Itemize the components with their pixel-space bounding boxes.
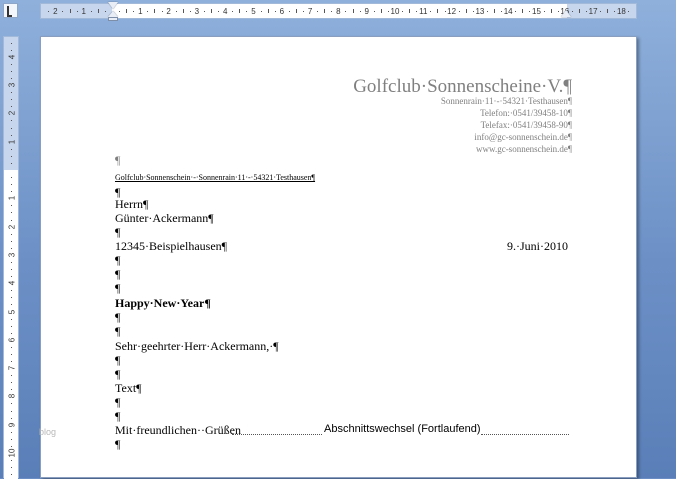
- empty-paragraph: ¶: [115, 225, 121, 239]
- ruler-dot: [11, 120, 12, 121]
- ruler-dot: [600, 11, 601, 12]
- ruler-dot: [11, 297, 12, 298]
- ruler-half-tick: [324, 9, 325, 13]
- ruler-dot: [303, 11, 304, 12]
- ruler-half-tick: [268, 9, 269, 13]
- ruler-dot: [11, 269, 12, 270]
- ruler-dot: [388, 11, 389, 12]
- ruler-label: 6: [279, 7, 285, 16]
- horizontal-ruler[interactable]: [40, 3, 637, 19]
- ruler-dot: [614, 11, 615, 12]
- ruler-dot: [218, 11, 219, 12]
- ruler-dot: [317, 11, 318, 12]
- ruler-dot: [91, 11, 92, 12]
- ruler-dot: [11, 326, 12, 327]
- ruler-dot: [11, 304, 12, 305]
- ruler-dot: [11, 354, 12, 355]
- ruler-dot: [11, 432, 12, 433]
- ruler-half-tick: [551, 9, 552, 13]
- ruler-dot: [445, 11, 446, 12]
- ruler-dot: [11, 99, 12, 100]
- ruler-half-tick: [607, 9, 608, 13]
- ruler-label: 1: [7, 196, 17, 201]
- ruler-dot: [11, 234, 12, 235]
- ruler-half-tick: [98, 9, 99, 13]
- ruler-label: 14: [503, 7, 513, 16]
- ruler-dot: [11, 262, 12, 263]
- ruler-half-tick: [154, 9, 155, 13]
- empty-paragraph: ¶: [115, 310, 121, 324]
- section-break-dotted-line: [481, 434, 569, 435]
- empty-paragraph: ¶: [115, 353, 121, 367]
- ruler-label: 1: [138, 7, 143, 16]
- ruler-dot: [515, 11, 516, 12]
- empty-paragraph: ¶: [115, 267, 121, 281]
- ruler-label: 13: [475, 7, 485, 16]
- ruler-label: 3: [7, 82, 17, 88]
- ruler-half-tick: [296, 9, 297, 13]
- ruler-dot: [11, 403, 12, 404]
- ruler-dot: [162, 11, 163, 12]
- ruler-dot: [11, 191, 12, 192]
- ruler-dot: [11, 177, 12, 178]
- letterhead-email: info@gc-sonnenschein.de¶: [474, 132, 572, 142]
- letterhead-title: Golfclub·Sonnenscheine·V.¶: [353, 76, 572, 97]
- ruler-dot: [11, 290, 12, 291]
- watermark: blog: [39, 427, 57, 437]
- ruler-dot: [275, 11, 276, 12]
- ruler-label: 2: [7, 224, 17, 229]
- ruler-dot: [430, 11, 431, 12]
- ruler-label: 10: [7, 448, 17, 458]
- ruler-dot: [11, 135, 12, 136]
- ruler-dot: [487, 11, 488, 12]
- ruler-dot: [11, 248, 12, 249]
- ruler-dot: [11, 411, 12, 412]
- ruler-dot: [11, 78, 12, 79]
- recipient-city: 12345·Beispielhausen¶: [115, 239, 228, 253]
- ruler-dot: [11, 439, 12, 440]
- ruler-dot: [62, 11, 63, 12]
- ruler-half-tick: [466, 9, 467, 13]
- ruler-label: 12: [447, 7, 457, 16]
- ruler-dot: [11, 389, 12, 390]
- empty-paragraph: ¶: [115, 153, 121, 167]
- ruler-label: 2: [53, 7, 58, 16]
- ruler-dot: [11, 106, 12, 107]
- ruler-half-tick: [126, 9, 127, 13]
- ruler-half-tick: [579, 9, 580, 13]
- empty-paragraph: ¶: [115, 281, 121, 295]
- ruler-label: 8: [7, 394, 17, 399]
- ruler-label: 3: [7, 252, 17, 258]
- ruler-dot: [147, 11, 148, 12]
- ruler-dot: [501, 11, 502, 12]
- ruler-label: 16: [560, 7, 570, 16]
- ruler-half-tick: [70, 9, 71, 13]
- ruler-dot: [11, 361, 12, 362]
- ruler-dot: [176, 11, 177, 12]
- ruler-label: 7: [307, 7, 313, 16]
- ruler-dot: [628, 11, 629, 12]
- section-break-label: Abschnittswechsel (Fortlaufend): [324, 423, 481, 435]
- ruler-dot: [586, 11, 587, 12]
- ruler-half-tick: [381, 9, 382, 13]
- ruler-dot: [11, 375, 12, 376]
- empty-paragraph: ¶: [115, 185, 121, 199]
- ruler-label: 8: [336, 7, 341, 16]
- sender-return-line: Golfclub·Sonnenschein·-·Sonnenrain·11·-·54321·Testhausen¶: [115, 173, 316, 182]
- letter-date: 9.·Juni·2010: [507, 239, 568, 253]
- ruler-dot: [11, 382, 12, 383]
- ruler-label: 9: [7, 422, 17, 427]
- empty-paragraph: ¶: [115, 253, 121, 267]
- ruler-half-tick: [353, 9, 354, 13]
- ruler-label: 4: [7, 54, 17, 60]
- ruler-dot: [246, 11, 247, 12]
- ruler-dot: [345, 11, 346, 12]
- ruler-label: 5: [7, 309, 17, 314]
- tab-stop-selector[interactable]: [3, 3, 18, 18]
- ruler-dot: [11, 184, 12, 185]
- ruler-half-tick: [494, 9, 495, 13]
- recipient-title: Herrn¶: [115, 197, 149, 211]
- ruler-dot: [77, 11, 78, 12]
- letterhead-web: www.gc-sonnenschein.de¶: [476, 144, 572, 154]
- ruler-dot: [11, 276, 12, 277]
- ruler-dot: [11, 474, 12, 475]
- left-tab-icon: [7, 6, 12, 17]
- ruler-label: 17: [588, 7, 598, 16]
- ruler-half-tick: [211, 9, 212, 13]
- ruler-dot: [11, 460, 12, 461]
- ruler-dot: [529, 11, 530, 12]
- ruler-dot: [11, 149, 12, 150]
- ruler-dot: [11, 333, 12, 334]
- ruler-dot: [11, 92, 12, 93]
- ruler-label: 7: [7, 365, 17, 371]
- ruler-half-tick: [409, 9, 410, 13]
- ruler-dot: [11, 156, 12, 157]
- ruler-dot: [558, 11, 559, 12]
- ruler-dot: [416, 11, 417, 12]
- ruler-dot: [261, 11, 262, 12]
- empty-paragraph: ¶: [115, 437, 121, 451]
- ruler-dot: [11, 241, 12, 242]
- ruler-half-tick: [239, 9, 240, 13]
- ruler-label: 1: [81, 7, 86, 16]
- ruler-dot: [232, 11, 233, 12]
- ruler-dot: [11, 220, 12, 221]
- ruler-dot: [11, 50, 12, 51]
- ruler-dot: [105, 11, 106, 12]
- document-page[interactable]: [40, 36, 637, 478]
- ruler-label: 4: [7, 280, 17, 286]
- ruler-half-tick: [522, 9, 523, 13]
- ruler-dot: [48, 11, 49, 12]
- letter-subject: Happy·New·Year¶: [115, 296, 211, 310]
- letter-body-text: Text¶: [115, 381, 142, 395]
- ruler-dot: [11, 446, 12, 447]
- ruler-dot: [544, 11, 545, 12]
- ruler-dot: [572, 11, 573, 12]
- ruler-dot: [11, 205, 12, 206]
- ruler-label: 18: [616, 7, 626, 16]
- ruler-label: 9: [364, 7, 369, 16]
- letter-closing: Mit·freundlichen··Grüßen: [115, 423, 241, 437]
- ruler-dot: [11, 418, 12, 419]
- letterhead-phone: Telefon:·0541/39458-10¶: [480, 108, 572, 118]
- recipient-name: Günter·Ackermann¶: [115, 211, 214, 225]
- ruler-half-tick: [437, 9, 438, 13]
- ruler-dot: [190, 11, 191, 12]
- ruler-label: 2: [7, 111, 17, 116]
- ruler-label: 2: [166, 7, 171, 16]
- empty-paragraph: ¶: [115, 324, 121, 338]
- ruler-dot: [204, 11, 205, 12]
- letter-greeting: Sehr·geehrter·Herr·Ackermann,·¶: [115, 339, 279, 353]
- first-line-indent-marker[interactable]: [108, 2, 118, 9]
- ruler-dot: [11, 128, 12, 129]
- ruler-dot: [473, 11, 474, 12]
- ruler-dot: [11, 347, 12, 348]
- ruler-label: 6: [7, 337, 17, 343]
- empty-paragraph: ¶: [115, 409, 121, 423]
- empty-paragraph: ¶: [115, 395, 121, 409]
- ruler-dot: [402, 11, 403, 12]
- ruler-label: 1: [7, 139, 17, 144]
- ruler-dot: [374, 11, 375, 12]
- ruler-label: 11: [419, 7, 428, 16]
- section-break-dotted-line: [232, 434, 322, 435]
- ruler-dot: [459, 11, 460, 12]
- ruler-dot: [11, 467, 12, 468]
- ruler-label: 3: [194, 7, 200, 16]
- ruler-dot: [289, 11, 290, 12]
- ruler-dot: [11, 71, 12, 72]
- ruler-dot: [11, 163, 12, 164]
- ruler-dot: [11, 319, 12, 320]
- ruler-dot: [360, 11, 361, 12]
- ruler-dot: [119, 11, 120, 12]
- left-indent-marker[interactable]: [108, 17, 118, 21]
- letterhead-street: Sonnenrain·11·-·54321·Testhausen¶: [440, 96, 572, 106]
- ruler-dot: [133, 11, 134, 12]
- ruler-label: 4: [222, 7, 228, 16]
- ruler-label: 5: [251, 7, 256, 16]
- ruler-dot: [11, 43, 12, 44]
- ruler-label: 15: [532, 7, 541, 16]
- ruler-dot: [11, 64, 12, 65]
- ruler-dot: [331, 11, 332, 12]
- empty-paragraph: ¶: [115, 367, 121, 381]
- letterhead-fax: Telefax:·0541/39458-90¶: [480, 120, 572, 130]
- vertical-ruler[interactable]: [3, 36, 19, 478]
- ruler-dot: [11, 212, 12, 213]
- right-indent-marker[interactable]: [561, 10, 571, 17]
- ruler-half-tick: [183, 9, 184, 13]
- ruler-label: 10: [390, 7, 400, 16]
